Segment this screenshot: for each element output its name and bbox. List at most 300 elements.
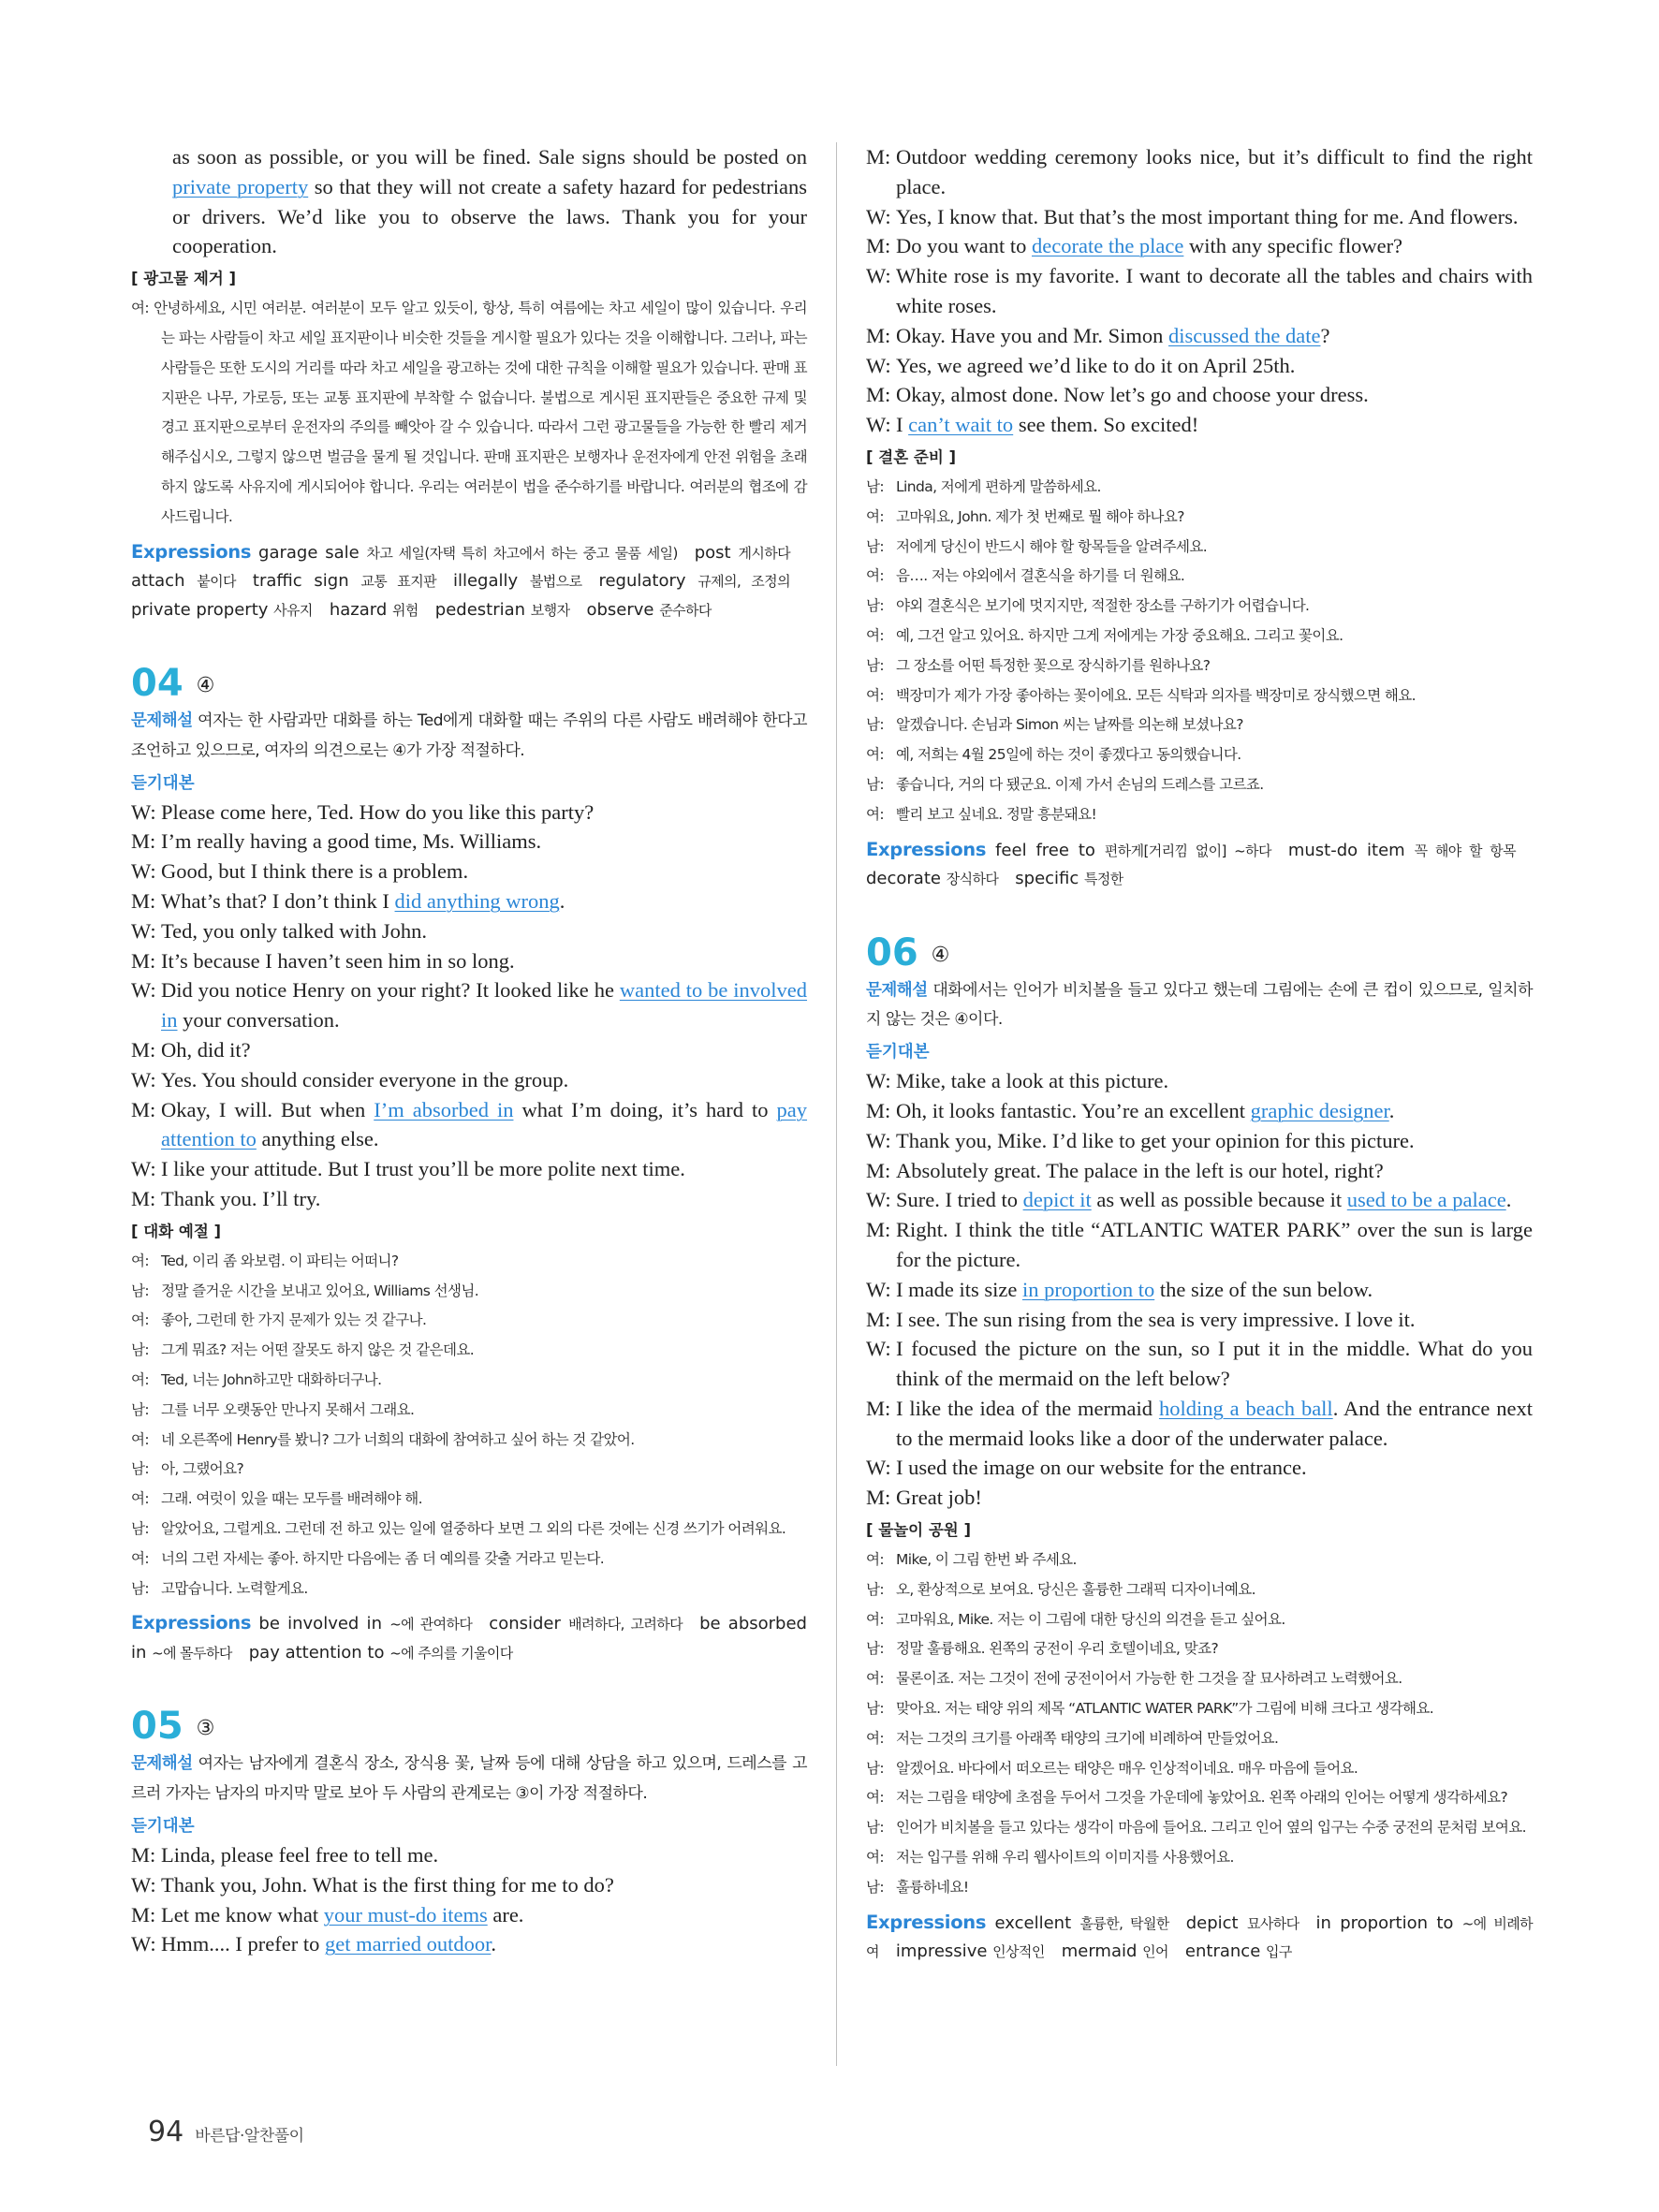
- expression-meaning: 인어: [1142, 1943, 1168, 1961]
- speaker-label: M:: [131, 829, 156, 854]
- speaker-label: M:: [131, 1187, 156, 1211]
- translation-text: 알겠습니다. 손님과 Simon 씨는 날짜를 의논해 보셨나요?: [896, 716, 1243, 734]
- dialog-text: Please come here, Ted. How do you like this party?: [161, 799, 595, 824]
- expression-term: regulatory: [598, 571, 686, 592]
- dialog-line: [866, 380, 1533, 410]
- translation-line: [866, 1545, 1533, 1575]
- dialog-text: Let me know what: [161, 1902, 324, 1926]
- translation-line: [866, 1694, 1533, 1724]
- expressions-block: [866, 836, 1533, 894]
- dialog-line: [131, 1900, 807, 1930]
- speaker-label: M:: [866, 323, 891, 347]
- dialog-line: [866, 202, 1533, 232]
- expression-meaning: ~에 주의를 기울이다: [389, 1644, 513, 1662]
- translation-line: [866, 622, 1533, 652]
- translation-text: 예, 그건 알고 있어요. 하지만 그게 저에게는 가장 중요해요. 그리고 꽃이요.: [896, 626, 1343, 644]
- translation-text: Ted, 이리 좀 와보렴. 이 파티는 어떠니?: [161, 1252, 399, 1269]
- translation-text: 아, 그랬어요?: [161, 1460, 244, 1478]
- translation-line: [866, 1754, 1533, 1784]
- highlight-phrase: in proportion to: [1021, 1277, 1155, 1301]
- expression-term: illegally: [452, 571, 519, 592]
- expressions-block: [131, 1609, 807, 1667]
- speaker-label: 남:: [866, 1640, 884, 1658]
- speaker-label: W:: [866, 1188, 891, 1212]
- expression-meaning: ~에 비례하여: [866, 1914, 1534, 1961]
- speaker-label: 여:: [866, 805, 884, 823]
- speaker-label: 여:: [866, 507, 884, 525]
- translation-text: Linda, 저에게 편하게 말씀하세요.: [896, 477, 1101, 495]
- dialog-text: Thank you, Mike. I’d like to get your opinion for this picture.: [896, 1128, 1415, 1152]
- translation-line: [131, 1336, 807, 1366]
- translation-line: [131, 1247, 807, 1277]
- answer-mark: ③: [196, 1717, 215, 1741]
- dialog-text: Thank you. I’ll try.: [161, 1187, 321, 1211]
- highlight-phrase: discussed the date: [1168, 323, 1321, 347]
- translation-text: 저는 입구를 위해 우리 웹사이트의 이미지를 사용했어요.: [896, 1849, 1234, 1867]
- translation-text: 그를 너무 오랫동안 만나지 못해서 그래요.: [161, 1400, 415, 1418]
- dialog-line: [131, 946, 807, 976]
- expressions-label: Expressions: [866, 838, 987, 860]
- dialog-text: I like the idea of the mermaid: [896, 1396, 1159, 1420]
- translation-text: 정말 즐거운 시간을 보내고 있어요, Williams 선생님.: [161, 1282, 479, 1299]
- speaker-label: 여:: [866, 1729, 884, 1747]
- translation-text: 훌륭하네요!: [896, 1878, 969, 1896]
- speaker-label: W:: [866, 413, 891, 437]
- expression-term: observe: [586, 599, 654, 620]
- speaker-label: W:: [866, 353, 891, 377]
- explanation: 문제해설 대화에서는 인어가 비치볼을 들고 있다고 했는데 그림에는 손에 큰 컵이 있으므로, 일치하지 않는 것은 ④이다.: [866, 980, 1534, 1030]
- dialog-text: .: [1505, 1188, 1512, 1212]
- speaker-label: M:: [866, 1486, 891, 1510]
- translation-line: [866, 1813, 1533, 1843]
- speaker-label: 여:: [131, 1490, 149, 1508]
- dialog-line: [131, 827, 807, 857]
- speaker-label: W:: [131, 918, 156, 943]
- highlight-phrase: private property: [172, 174, 309, 198]
- translation-list: [866, 1545, 1533, 1903]
- translation-text: 고맙습니다. 노력할게요.: [161, 1579, 308, 1597]
- translation-line: [866, 1664, 1533, 1694]
- speaker-label: 여:: [866, 1789, 884, 1807]
- translation-text: 야외 결혼식은 보기에 멋지지만, 적절한 장소를 구하기가 어렵습니다.: [896, 597, 1310, 615]
- dialog-line: [866, 1096, 1533, 1126]
- translation-text: 그 장소를 어떤 특정한 꽃으로 장식하기를 원하나요?: [896, 656, 1211, 674]
- page-number: 94: [148, 2116, 184, 2148]
- dialog-text: with any specific flower?: [1183, 234, 1403, 258]
- speaker-label: W:: [866, 1277, 891, 1301]
- speaker-label: W:: [866, 264, 891, 288]
- dialog-text: ?: [1320, 323, 1330, 347]
- translation-text: 알았어요, 그럴게요. 그런데 전 하고 있는 일에 열중하다 보면 그 외의 다른 것에는 신경 쓰기가 어려워요.: [161, 1519, 786, 1537]
- expression-term: feel free to: [995, 840, 1095, 860]
- section-title: [ 대화 예절 ]: [131, 1222, 222, 1240]
- dialog-text: Absolutely great. The palace in the left is our hotel, right?: [896, 1158, 1384, 1182]
- speaker-label: 남:: [866, 1759, 884, 1777]
- translation-text: 너의 그런 자세는 좋아. 하지만 다음에는 좀 더 예의를 갖출 거라고 믿는다.: [161, 1549, 605, 1567]
- speaker-label: 남:: [866, 656, 884, 674]
- expression-meaning: 입구: [1266, 1943, 1292, 1961]
- expression-term: pedestrian: [434, 599, 526, 620]
- dialog-text: Did you notice Henry on your right? It looked like he: [161, 978, 620, 1003]
- translation-text: Mike, 이 그림 한번 봐 주세요.: [896, 1551, 1077, 1569]
- expression-term: private property: [131, 599, 269, 620]
- dialog-line: [866, 1066, 1533, 1096]
- translation-line: [866, 1783, 1533, 1813]
- highlight-phrase: your must-do items: [323, 1902, 488, 1926]
- dialog-line: [866, 1394, 1533, 1454]
- section-title: [ 물놀이 공원 ]: [866, 1521, 972, 1540]
- speaker-label: W:: [131, 799, 156, 824]
- speaker-label: 남:: [866, 775, 884, 793]
- translation-line: [866, 1605, 1533, 1635]
- speaker-label: 남:: [866, 477, 884, 495]
- expression-meaning: 편하게[거리낌 없이] ~하다: [1104, 842, 1271, 859]
- highlight-phrase: decorate the place: [1032, 234, 1184, 258]
- speaker-label: 여:: [866, 626, 884, 644]
- speaker-label: M:: [131, 1038, 156, 1062]
- dialog-text: Ted, you only talked with John.: [161, 918, 428, 943]
- expression-term: traffic sign: [252, 571, 349, 592]
- dialog-line: [131, 1095, 807, 1155]
- expression-term: attach: [131, 571, 185, 592]
- dialog-text: Okay, almost done. Now let’s go and choose your dress.: [896, 383, 1369, 407]
- dialog-text: Thank you, John. What is the first thing for me to do?: [161, 1872, 614, 1897]
- expression-meaning: 훌륭한, 탁월한: [1079, 1914, 1169, 1932]
- expression-term: specific: [1015, 869, 1079, 889]
- expression-term: decorate: [866, 869, 941, 889]
- translation-line: [131, 1366, 807, 1396]
- dialog-line: [866, 1156, 1533, 1186]
- dialog-text: see them. So excited!: [1013, 413, 1199, 437]
- speaker-label: 남:: [866, 1819, 884, 1837]
- dialog-line: [131, 1035, 807, 1065]
- speaker-label: W:: [131, 1932, 156, 1956]
- speaker-label: 여:: [866, 686, 884, 704]
- expression-meaning: 교통 표지판: [360, 573, 436, 591]
- speaker-label: M:: [131, 1902, 156, 1926]
- expression-term: must-do item: [1287, 840, 1405, 860]
- speaker-label: 남:: [866, 1878, 884, 1896]
- speaker-label: 남:: [866, 1700, 884, 1718]
- speaker-label: W:: [866, 204, 891, 228]
- translation-text: 저는 그것의 크기를 아래쪽 태양의 크기에 비례하여 만들었어요.: [896, 1729, 1279, 1747]
- speaker-label: 여:: [866, 567, 884, 585]
- dialog-line: [866, 1275, 1533, 1305]
- dialog-line: [866, 142, 1533, 202]
- translation-text: 저에게 당신이 반드시 해야 할 항목들을 알려주세요.: [896, 537, 1208, 555]
- script-label: 듣기대본: [866, 1043, 930, 1062]
- expression-meaning: 인상적인: [992, 1943, 1045, 1961]
- dialog-text: the size of the sun below.: [1154, 1277, 1373, 1301]
- speaker-label: M:: [131, 889, 156, 914]
- dialog-line: [131, 857, 807, 886]
- dialog-text: Oh, did it?: [161, 1038, 251, 1062]
- dialog: [866, 1066, 1533, 1513]
- expression-meaning: 보행자: [530, 601, 570, 619]
- translation-text: 좋습니다, 거의 다 됐군요. 이제 가서 손님의 드레스를 고르죠.: [896, 775, 1264, 793]
- translation-line: [866, 770, 1533, 800]
- dialog-text: What’s that? I don’t think I: [161, 889, 395, 914]
- translation-text: 음…. 저는 야외에서 결혼식을 하기를 더 원해요.: [896, 567, 1185, 585]
- dialog-text: Yes, we agreed we’d like to do it on April 25th.: [896, 353, 1296, 377]
- expression-meaning: 위험: [392, 601, 418, 619]
- dialog-line: [866, 1305, 1533, 1335]
- dialog-line: [866, 261, 1533, 321]
- translation-line: [866, 1634, 1533, 1664]
- dialog-text: Outdoor wedding ceremony looks nice, but it’s difficult to find the right place.: [896, 145, 1533, 198]
- dialog-line: [866, 231, 1533, 261]
- expression-term: mermaid: [1061, 1941, 1138, 1962]
- dialog-text: .: [491, 1932, 497, 1956]
- dialog-text: Good, but I think there is a problem.: [161, 859, 469, 884]
- speaker-label: 남:: [131, 1460, 149, 1478]
- highlight-phrase: depict it: [1022, 1188, 1092, 1212]
- dialog-text: I made its size: [896, 1277, 1022, 1301]
- expression-meaning: 꼭 해야 할 항목: [1414, 842, 1516, 859]
- speaker-label: 남:: [866, 537, 884, 555]
- section-title: [ 결혼 준비 ]: [866, 447, 957, 466]
- question-header: [131, 1701, 807, 1748]
- expression-term: post: [694, 542, 731, 563]
- dialog-line: [131, 1065, 807, 1095]
- question-header: [131, 658, 807, 705]
- dialog-line: [866, 351, 1533, 381]
- dialog-text: I see. The sun rising from the sea is very impressive. I love it.: [896, 1307, 1416, 1331]
- explanation-label: 문제해설: [131, 711, 193, 731]
- translation-line: [131, 1455, 807, 1485]
- speaker-label: 여:: [866, 1551, 884, 1569]
- dialog-text: Yes, I know that. But that’s the most important thing for me. And flowers.: [896, 204, 1519, 228]
- dialog-line: [866, 410, 1533, 440]
- highlight-phrase: graphic designer: [1250, 1098, 1389, 1122]
- expression-meaning: 배려하다, 고려하다: [568, 1616, 683, 1633]
- dialog-line: [131, 1154, 807, 1184]
- highlight-phrase: wanted to be involved in: [161, 978, 808, 1033]
- dialog-text: Oh, it looks fantastic. You’re an excellent: [896, 1098, 1251, 1122]
- speaker-label: 여:: [131, 1371, 149, 1388]
- expression-meaning: ~에 관여하다: [389, 1616, 473, 1633]
- expression-term: consider: [489, 1614, 561, 1634]
- translation-line: [866, 1873, 1533, 1903]
- dialog-line: [131, 1840, 807, 1870]
- dialog-text: Hmm.... I prefer to: [161, 1932, 325, 1956]
- speaker-label: 남:: [866, 716, 884, 734]
- column-divider: [836, 142, 837, 2066]
- speaker-label: W:: [131, 859, 156, 884]
- translation-text: 그게 뭐죠? 저는 어떤 잘못도 하지 않은 것 같은데요.: [161, 1341, 475, 1359]
- translation-line: [866, 800, 1533, 830]
- dialog-text: anything else.: [256, 1127, 379, 1151]
- expression-meaning: 묘사하다: [1246, 1914, 1299, 1932]
- speaker-label: M:: [866, 1158, 891, 1182]
- expression-term: be involved in: [258, 1614, 382, 1634]
- speaker-label: 남:: [131, 1282, 149, 1299]
- dialog: [866, 142, 1533, 440]
- speaker-label: 남:: [131, 1341, 149, 1359]
- translation-text: 그래. 여럿이 있을 때는 모두를 배려해야 해.: [161, 1490, 422, 1508]
- translation-text: 고마워요, Mike. 저는 이 그림에 대한 당신의 의견을 듣고 싶어요.: [896, 1610, 1285, 1628]
- expressions-block: [866, 1909, 1533, 1967]
- speaker-label: M:: [866, 234, 891, 258]
- speaker-label: W:: [131, 1872, 156, 1897]
- dialog: [131, 1840, 807, 1959]
- script-label: 듣기대본: [131, 1816, 195, 1836]
- expressions-label: Expressions: [131, 540, 252, 563]
- translation-line: [866, 473, 1533, 503]
- highlight-phrase: can’t wait to: [908, 413, 1014, 437]
- speaker-label: 남:: [131, 1519, 149, 1537]
- expression-meaning: 게시하다: [738, 544, 790, 562]
- dialog-text: I: [896, 413, 909, 437]
- translation-line: [866, 533, 1533, 563]
- expressions-block: [131, 538, 807, 625]
- speaker-label: M:: [866, 145, 891, 168]
- translation-text: 고마워요, John. 제가 첫 번째로 뭘 해야 하나요?: [896, 507, 1184, 525]
- speaker-label: W:: [866, 1128, 891, 1152]
- translation-line: [866, 503, 1533, 533]
- translation-text: 예, 저희는 4월 25일에 하는 것이 좋겠다고 동의했습니다.: [896, 746, 1241, 764]
- dialog-text: I used the image on our website for the entrance.: [896, 1456, 1307, 1480]
- translation-line: [866, 562, 1533, 592]
- dialog-line: [866, 1334, 1533, 1394]
- speaker-label: 여:: [866, 746, 884, 764]
- translation-line: [866, 1843, 1533, 1873]
- question-number: 04: [131, 662, 184, 706]
- translation-text: 정말 훌륭해요. 왼쪽의 궁전이 우리 호텔이네요, 맞죠?: [896, 1640, 1219, 1658]
- speaker-label: 남:: [131, 1400, 149, 1418]
- expression-term: be absorbed in: [131, 1614, 807, 1663]
- translation-text: 좋아, 그런데 한 가지 문제가 있는 것 같구나.: [161, 1311, 427, 1329]
- speaker-label: M:: [866, 1098, 891, 1122]
- dialog-line: [866, 1483, 1533, 1513]
- dialog-text: Mike, take a look at this picture.: [896, 1069, 1169, 1093]
- dialog-text: It’s because I haven’t seen him in so long.: [161, 948, 515, 973]
- speaker-label: W:: [866, 1337, 891, 1361]
- highlight-phrase: get married outdoor: [324, 1932, 492, 1956]
- expressions-label: Expressions: [866, 1911, 987, 1933]
- speaker-label: 여:: [131, 1252, 149, 1269]
- dialog-text: are.: [487, 1902, 524, 1926]
- expression-meaning: 사유지: [273, 601, 313, 619]
- dialog-line: [131, 886, 807, 916]
- highlight-phrase: pay attention to: [161, 1097, 808, 1151]
- question-header: [866, 928, 1533, 974]
- speaker-label: M:: [866, 383, 891, 407]
- speaker-label: M:: [866, 1307, 891, 1331]
- dialog-text: Sure. I tried to: [896, 1188, 1023, 1212]
- dialog-text: what I’m doing, it’s hard to: [513, 1097, 777, 1121]
- section-title: [ 광고물 제거 ]: [131, 270, 237, 288]
- translation-line: [866, 1724, 1533, 1754]
- speaker-label: W:: [131, 1067, 156, 1091]
- dialog-line: [866, 1453, 1533, 1483]
- translation-line: [866, 740, 1533, 770]
- expression-term: in proportion to: [1315, 1912, 1454, 1933]
- dialog-text: Yes. You should consider everyone in the group.: [161, 1067, 569, 1091]
- dialog-text: I focused the picture on the sun, so I put it in the middle. What do you think of the mermaid on the left below?: [896, 1337, 1533, 1391]
- speaker-label: M:: [866, 1396, 891, 1420]
- explanation: 문제해설 여자는 한 사람과만 대화를 하는 Ted에게 대화할 때는 주위의 다른 사람도 배려해야 한다고 조언하고 있으므로, 여자의 의견으로는 ④가 가장 적절하다.: [131, 711, 807, 760]
- translation-line: [131, 1545, 807, 1575]
- translation-text: 저는 그림을 태양에 초점을 두어서 그것을 가운데에 놓았어요. 왼쪽 아래의 인어는 어떻게 생각하세요?: [896, 1789, 1508, 1807]
- question-number: 05: [131, 1705, 184, 1749]
- dialog-line: [866, 1215, 1533, 1275]
- expressions-label: Expressions: [131, 1612, 252, 1634]
- dialog-text: White rose is my favorite. I want to decorate all the tables and chairs with white roses.: [896, 264, 1533, 317]
- speaker-label: 남:: [866, 1580, 884, 1598]
- translation-text: 백장미가 제가 가장 좋아하는 꽃이에요. 모든 식탁과 의자를 백장미로 장식했으면 해요.: [896, 686, 1416, 704]
- translation-line: [866, 681, 1533, 711]
- explanation-label: 문제해설: [866, 980, 928, 1000]
- speaker-label: M:: [131, 1097, 156, 1121]
- dialog-text: Okay. Have you and Mr. Simon: [896, 323, 1169, 347]
- dialog-text: I’m really having a good time, Ms. Williams.: [161, 829, 542, 854]
- q03-script-continuation: as soon as possible, or you will be fined. Sale signs should be posted on private property so that they will not create a safety hazard for pedestrians or drivers. We’d like you to observe the laws. Thank you for your cooperation.: [172, 145, 807, 258]
- dialog-text: Do you want to: [896, 234, 1032, 258]
- expression-term: entrance: [1184, 1941, 1261, 1962]
- expression-meaning: ~에 몰두하다: [152, 1644, 232, 1662]
- dialog-text: I like your attitude. But I trust you’ll be more polite next time.: [161, 1157, 685, 1181]
- speaker-label: W:: [131, 1157, 156, 1181]
- book-title: 바른답·알찬풀이: [195, 2127, 304, 2146]
- speaker-label: 남:: [131, 1579, 149, 1597]
- translation-list: [866, 473, 1533, 830]
- explanation-label: 문제해설: [131, 1754, 193, 1774]
- expression-term: depict: [1185, 1912, 1239, 1933]
- highlight-phrase: I’m absorbed in: [374, 1097, 514, 1121]
- translation-text: 알겠어요. 바다에서 떠오르는 태양은 매우 인상적이네요. 매우 마음에 들어요.: [896, 1759, 1358, 1777]
- question-number: 06: [866, 930, 918, 974]
- dialog-line: [866, 1185, 1533, 1215]
- expression-term: impressive: [895, 1941, 988, 1962]
- dialog-text: Right. I think the title “ATLANTIC WATER PARK” over the sun is large for the picture.: [896, 1218, 1533, 1271]
- expression-meaning: 불법으로: [529, 573, 582, 591]
- expression-term: excellent: [994, 1912, 1072, 1933]
- translation-list: [131, 1247, 807, 1604]
- dialog-line: [131, 1184, 807, 1214]
- dialog-line: [131, 916, 807, 946]
- speaker-label: M:: [131, 948, 156, 973]
- translation-text: 맞아요. 저는 태양 위의 제목 “ATLANTIC WATER PARK”가 그림에 비해 크다고 생각해요.: [896, 1700, 1434, 1718]
- dialog-text: .: [559, 889, 565, 914]
- speaker-label: 여:: [131, 1430, 149, 1448]
- translation-line: [866, 710, 1533, 740]
- speaker-label: 여:: [131, 1549, 149, 1567]
- translation-text: 인어가 비치볼을 들고 있다는 생각이 마음에 들어요. 그리고 인어 옆의 입구는 수중 궁전의 문처럼 보여요.: [896, 1819, 1526, 1837]
- expression-meaning: 장식하다: [946, 871, 999, 888]
- speaker-label: M:: [866, 1218, 891, 1242]
- translation-text: 빨리 보고 싶네요. 정말 흥분돼요!: [896, 805, 1097, 823]
- speaker-label: 남:: [866, 597, 884, 615]
- page-footer: [148, 2116, 304, 2148]
- expression-meaning: 준수하다: [659, 601, 712, 619]
- translation-line: [131, 1515, 807, 1545]
- highlight-phrase: did anything wrong: [394, 889, 560, 914]
- translation-paragraph: 여: 안녕하세요, 시민 여러분. 여러분이 모두 알고 있듯이, 항상, 특히 여름에는 차고 세일이 많이 있습니다. 우리는 파는 사람들이 차고 세일 표지판이나 비슷한 것들을 게시할 필요가 있다는 것을 이해합니다. 그러나, 파는 사람들은 또한 도시의 거리를 따라 차고 세일을 광고하는 것에 대한 규칙을 이해할 필요가 있습니다. 판매 표지판은 나무, 가로등, 또는 교통 표지판에 부착할 수 없습니다. 불법으로 게시된 표지판들은 중요한 규제 및 경고 표지판으로부터 운전자의 주의를 빼앗아 갈 수 있습니다. 따라서 그런 광고물들을 가능한 한 빨리 제거해주십시오, 그렇지 않으면 벌금을 물게 될 것입니다. 판매 표지판은 보행자나 운전자에게 안전 위험을 초래하지 않도록 사유지에 게시되어야 합니다. 우리는 여러분이 법을 준수하기를 바랍니다. 여러분의 협조에 감사드립니다.: [131, 300, 807, 525]
- translation-line: [131, 1306, 807, 1336]
- dialog-text: . And the entrance next to the mermaid looks like a door of the underwater palace.: [896, 1396, 1533, 1450]
- dialog-line: [866, 321, 1533, 351]
- expression-meaning: 특정한: [1084, 871, 1123, 888]
- expression-term: garage sale: [258, 542, 360, 563]
- right-column: [866, 142, 1533, 1967]
- speaker-label: W:: [866, 1069, 891, 1093]
- expression-term: hazard: [329, 599, 388, 620]
- translation-line: [866, 592, 1533, 622]
- expression-meaning: 붙이다: [197, 573, 236, 591]
- translation-line: [131, 1485, 807, 1515]
- expression-term: pay attention to: [248, 1642, 385, 1663]
